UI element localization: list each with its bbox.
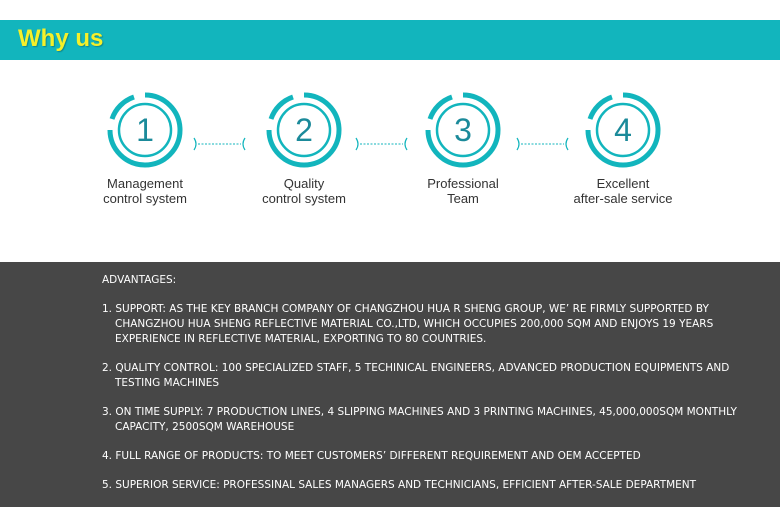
step-circle-icon <box>583 90 663 170</box>
advantage-item: 5. SUPERIOR SERVICE: PROFESSINAL SALES MANAGERS AND TECHNICIANS, EFFICIENT AFTER-SALE DEPARTMENT <box>102 479 697 491</box>
step-number: 3 <box>454 112 472 148</box>
header-band <box>0 20 780 60</box>
step-circle-icon <box>264 90 344 170</box>
step-label: Excellent after-sale service <box>573 176 673 206</box>
advantage-item: 4. FULL RANGE OF PRODUCTS: TO MEET CUSTOMERS’ DIFFERENT REQUIREMENT AND OEM ACCEPTED <box>102 450 641 462</box>
advantage-item: 2. QUALITY CONTROL: 100 SPECIALIZED STAFF, 5 TECHINICAL ENGINEERS, ADVANCED PRODUCTION EQUIPMENTS AND TESTING MACHINES <box>102 362 730 389</box>
step-number: 4 <box>614 112 632 148</box>
steps-row <box>0 90 780 260</box>
step-number: 1 <box>136 112 154 148</box>
section-title: Why us <box>18 25 104 52</box>
step-service <box>548 90 698 206</box>
step-label: Professional Team <box>427 176 499 206</box>
advantage-item: 1. SUPPORT: AS THE KEY BRANCH COMPANY OF CHANGZHOU HUA R SHENG GROUP, WE’ RE FIRMLY SUPPORTED BY CHANGZHOU HUA SHENG REFLECTIVE MATERIAL CO.,LTD, WHICH OCCUPIES 200,000 SQM AND ENJOYS 19 YEARS EXPERIENCE IN REFLECTIVE MATERIAL, EXPORTING TO 80 COUNTRIES. <box>102 303 714 345</box>
step-number: 2 <box>295 112 313 148</box>
step-label: Quality control system <box>262 176 346 206</box>
advantages-panel <box>0 262 780 507</box>
advantage-item: 3. ON TIME SUPPLY: 7 PRODUCTION LINES, 4 SLIPPING MACHINES AND 3 PRINTING MACHINES, 45,000,000SQM MONTHLY CAPACITY, 2500SQM WAREHOUSE <box>102 406 737 433</box>
step-label: Management control system <box>103 176 187 206</box>
advantages-list <box>102 302 742 507</box>
step-circle-icon <box>105 90 185 170</box>
advantages-title: ADVANTAGES: <box>102 274 177 286</box>
step-circle-icon <box>423 90 503 170</box>
